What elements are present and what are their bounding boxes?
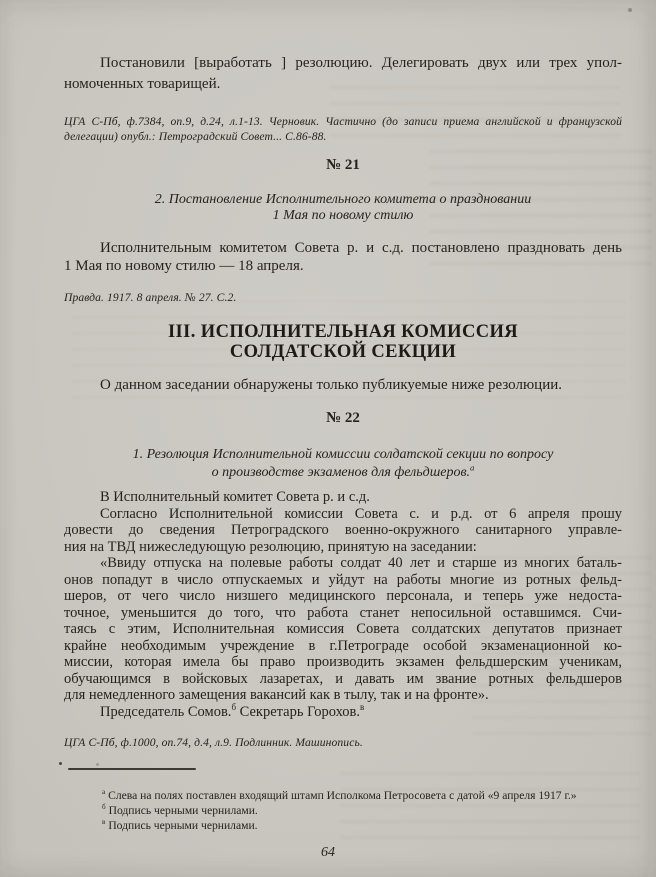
secretary-signature: Секретарь Горохов. [236, 703, 361, 720]
heading-line: СОЛДАТСКОЙ СЕКЦИИ [229, 342, 457, 362]
title-line: 1. Резолюция Исполнительной комиссии солдатской секции по вопросу [132, 447, 554, 462]
document-21-body [64, 240, 622, 275]
page-number: 64 [321, 845, 335, 860]
text-line: шеров, от чего число низшего медицинского персонала, и теперь уже недоста- [64, 588, 622, 604]
document-number-21: № 21 [326, 157, 360, 173]
footnote [102, 788, 648, 803]
text-line: 1 Мая по новому стилю — 18 апреля. [64, 257, 304, 274]
footnote-marker-a: а [470, 462, 475, 473]
footnote-marker: а [102, 788, 106, 797]
signature-line [64, 701, 622, 721]
chairman-signature: Председатель Сомов. [100, 703, 232, 720]
title-line: 2. Постановление Исполнительного комитета о праздновании [154, 192, 532, 207]
title-line [64, 464, 622, 482]
text-line: крайне необходимым учреждение в г.Петрограде особой экзаменационной ко- [64, 637, 622, 654]
footnote-text: Слева на полях поставлен входящий штамп Исполкома Петросовета с датой «9 апреля 1917 г.» [108, 789, 577, 802]
footnote-text: Подпись черными чернилами. [108, 804, 258, 818]
footnote-text: Подпись черными чернилами. [108, 819, 258, 833]
text-line: обучающимся в войсковых лазаретах, и давать им звание ротных фельдшеров [64, 670, 622, 687]
text-line: довести до сведения Петроградского военно-окружного санитарного управле- [64, 522, 622, 538]
text-line: точное, уменьшится до того, что работа станет непосильной оставшимся. Счи- [64, 604, 622, 621]
text-line: миссии, которая имела бы право производить экзамен фельдшерским ученикам, [64, 654, 622, 670]
footnote [102, 803, 648, 818]
text-line: номоченных товарищей. [64, 76, 221, 92]
heading-line: III. ИСПОЛНИТЕЛЬНАЯ КОМИССИЯ [167, 322, 519, 342]
text-line: онов попадут в число отпускаемых и уйдут на работы многие из ротных фельд- [64, 571, 622, 588]
footnotes-block [102, 788, 648, 834]
scan-speck [96, 763, 99, 766]
text-line: Исполнительным комитетом Совета р. и с.д. постановлено праздновать день [100, 240, 622, 256]
text-line: таясь с этим, Исполнительная комиссия Совета солдатских депутатов признает [64, 621, 622, 637]
footnote-marker-v: в [360, 701, 365, 712]
document-21-title [64, 192, 622, 223]
footnote-separator-rule [68, 768, 196, 770]
editorial-note: О данном заседании обнаружены только публикуемые ниже резолюции. [100, 377, 562, 393]
resolution-paragraph [64, 53, 622, 95]
footnote-marker: б [102, 803, 106, 812]
separator-dot [59, 762, 62, 765]
document-22-body [64, 489, 622, 720]
footnote-marker: в [102, 818, 106, 827]
publication-reference: Правда. 1917. 8 апреля. № 27. С.2. [64, 291, 237, 304]
document-number-22: № 22 [326, 410, 360, 426]
text-line: Согласно Исполнительной комиссии Совета с. и р.д. от 6 апреля прошу [100, 505, 622, 522]
title-text: о производстве экзаменов для фельдшеров. [211, 465, 471, 480]
title-line: 1 Мая по новому стилю [272, 207, 414, 223]
scan-speck [628, 8, 632, 12]
text-line: ния на ТВД нижеследующую резолюцию, принятую на заседании: [64, 538, 477, 555]
text-line: ЦГА С-Пб, ф.7384, оп.9, д.24, л.1-13. Черновик. Частично (до записи приема английской и французской [64, 115, 622, 128]
text-line: «Ввиду отпуска на полевые работы солдат 40 лет и старше из многих баталь- [100, 555, 622, 571]
section-heading [64, 322, 622, 362]
archive-reference [64, 114, 622, 144]
archive-reference-22: ЦГА С-Пб, ф.1000, оп.74, д.4, л.9. Подлинник. Машинопись. [64, 736, 363, 749]
text-line: Постановили [выработать ] резолюцию. Делегировать двух или трех упол- [100, 55, 622, 71]
document-22-title [64, 446, 622, 482]
footnote [102, 818, 648, 833]
footnote-marker-b: б [231, 701, 237, 712]
text-line: делегации) опубл.: Петроградский Совет... С.86-88. [64, 130, 327, 143]
text-line: для немедленного замещения вакансий как в тылу, так и на фронте». [64, 687, 489, 703]
text-line: В Исполнительный комитет Совета р. и с.д. [100, 489, 370, 505]
